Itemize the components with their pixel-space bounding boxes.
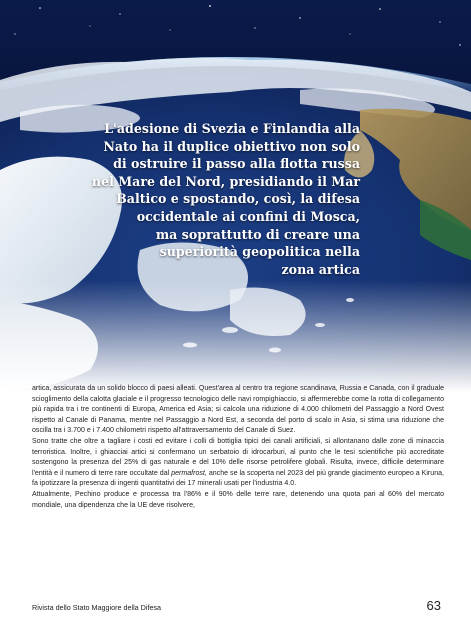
pull-quote (60, 120, 360, 278)
paragraph: Attualmente, Pechino produce e processa tra l'86% e il 90% delle terre rare, detenendo una quota pari al 60% del mercato mondiale, una dipendenza che la UE deve risolvere, (32, 490, 444, 509)
pull-quote-line: L'adesione di Svezia e Finlandia alla (104, 121, 360, 136)
pull-quote-line: di ostruire il passo alla flotta russa (113, 156, 360, 172)
paragraph (32, 437, 444, 490)
pull-quote-line: occidentale ai confini di Mosca, (136, 208, 360, 224)
pull-quote-line: Nato ha il duplice obiettivo non solo (103, 138, 360, 154)
italic-term: permafrost, (171, 469, 207, 477)
page-number: 63 (426, 598, 441, 613)
pull-quote-line: superiorità geopolitica nella (159, 244, 360, 260)
pull-quote-line: nel Mare del Nord, presidiando il Mar (91, 173, 360, 189)
publication-name: Rivista dello Stato Maggiore della Difesa (32, 603, 162, 612)
pull-quote-line: ma soprattutto di creare una (155, 226, 360, 242)
paragraph-text: anche se la scoperta nel 2023 del più grande giacimento europeo a Kiruna, fa ipotizzare la presenza di ingenti quantitativi dei 17 minerali usati per l'industria 4.0. (32, 469, 444, 488)
paragraph: artica, assicurata da un solido blocco di paesi alleati. Quest'area al centro tra regione scandinava, Russia e Canada, con il graduale scioglimento della calotta glaciale e il progresso tecnologico delle navi rompighiaccio, si affermerebbe come la rotta di collegamento più rapida tra i tre continenti di Europa, America ed Asia; si calcola una riduzione di 4.000 chilometri del Passaggio a Nord Ovest rispetto al Canale di Panama, mentre nel Passaggio a Nord Est, a seconda del porto di scalo in Asia, si stima una riduzione che oscilla tra i 3.700 e i 7.400 chilometri rispetto all'attraversamento del Canale di Suez. (32, 385, 444, 435)
paragraph-text: Sono tratte che oltre a tagliare i costi ed evitare i colli di bottiglia tipici dei canali artificiali, si allontanano dalle zone di minaccia terroristica. Inoltre, i ghiacciai artici si confermano un serbatoio di idrocarburi, al punto che le tesi scientifiche più accreditate sostengono la presenza del 25% di gas naturale e del 10% delle risorse petrolifere globali. Risulta, invece, difficile determinare l'entità e il numero di terre rare occultate dal (32, 437, 444, 477)
pull-quote-line: Baltico e spostando, così, la difesa (116, 191, 360, 207)
article-body (32, 384, 444, 511)
pull-quote-line: zona artica (281, 261, 360, 277)
